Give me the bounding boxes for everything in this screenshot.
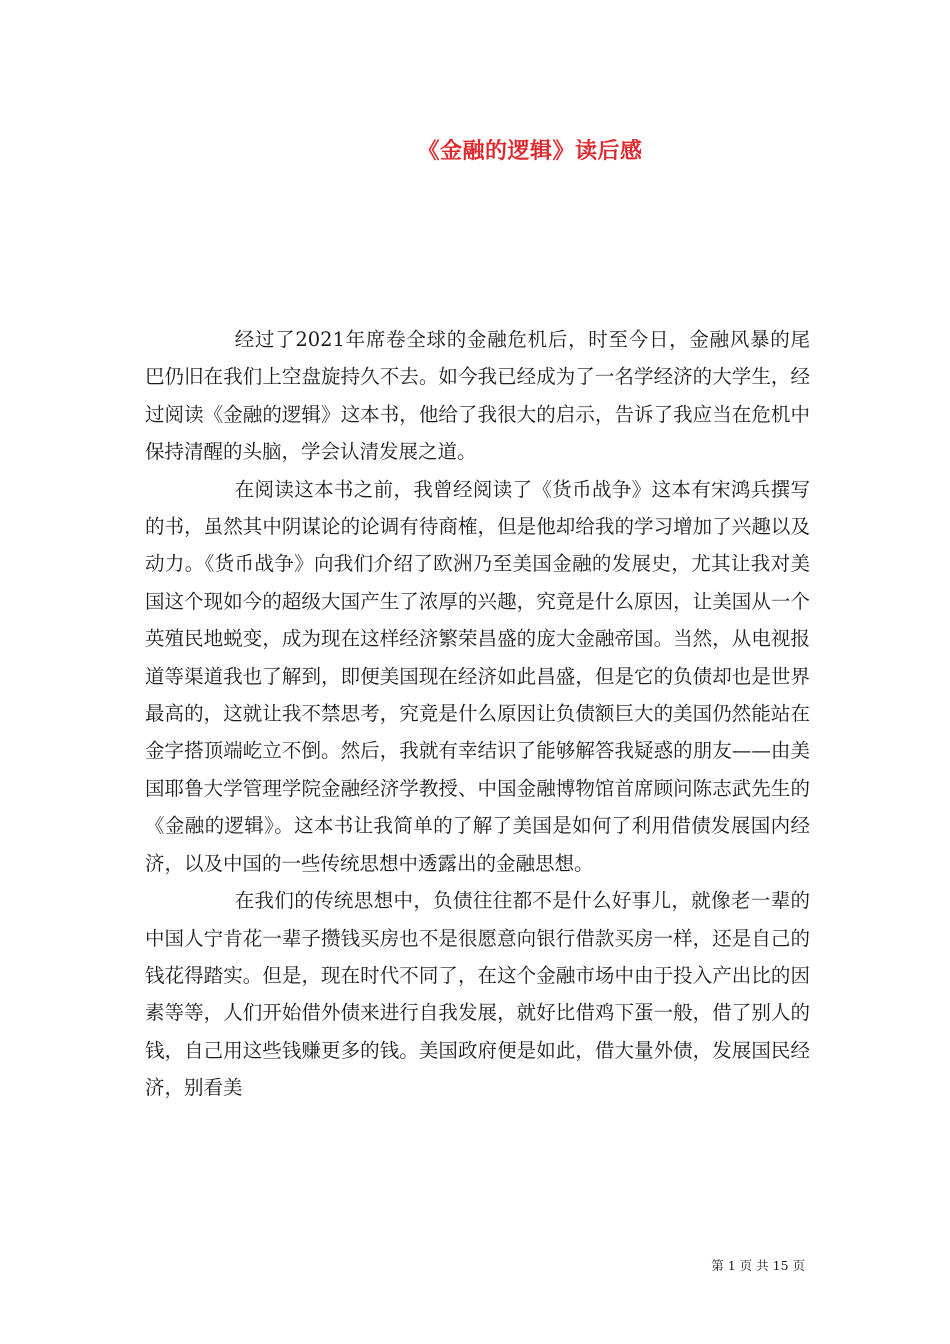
paragraph-1: 经过了2021年席卷全球的金融危机后，时至今日，金融风暴的尾巴仍旧在我们上空盘旋持久不去。如今我已经成为了一名学经济的大学生，经过阅读《金融的逻辑》这本书，他给了我很大的启示，告诉了我应当在危机中保持清醒的头脑，学会认清发展之道。 [145,328,810,464]
page-number-footer: 第 1 页 共 15 页 [711,1258,805,1273]
document-body [145,321,810,1107]
paragraph-3: 在我们的传统思想中，负债往往都不是什么好事儿，就像老一辈的中国人宁肯花一辈子攒钱买房也不是很愿意向银行借款买房一样，还是自己的钱花得踏实。但是，现在时代不同了，在这个金融市场中由于投入产出比的因素等等，人们开始借外债来进行自我发展，就好比借鸡下蛋一般，借了别人的钱，自己用这些钱赚更多的钱。美国政府便是如此，借大量外债，发展国民经济，别看美 [145,889,810,1100]
document-title: 《金融的逻辑》读后感 [417,138,643,164]
paragraph-2: 在阅读这本书之前，我曾经阅读了《货币战争》这本有宋鸿兵撰写的书，虽然其中阴谋论的论调有待商榷，但是他却给我的学习增加了兴趣以及动力。《货币战争》向我们介绍了欧洲乃至美国金融的发展史，尤其让我对美国这个现如今的超级大国产生了浓厚的兴趣，究竟是什么原因，让美国从一个英殖民地蜕变，成为现在这样经济繁荣昌盛的庞大金融帝国。当然，从电视报道等渠道我也了解到，即便美国现在经济如此昌盛，但是它的负债却也是世界最高的，这就让我不禁思考，究竟是什么原因让负债额巨大的美国仍然能站在金字搭顶端屹立不倒。然后，我就有幸结识了能够解答我疑惑的朋友——由美国耶鲁大学管理学院金融经济学教授、中国金融博物馆首席顾问陈志武先生的《金融的逻辑》。这本书让我简单的了解了美国是如何了利用借债发展国内经济，以及中国的一些传统思想中透露出的金融思想。 [145,477,810,875]
